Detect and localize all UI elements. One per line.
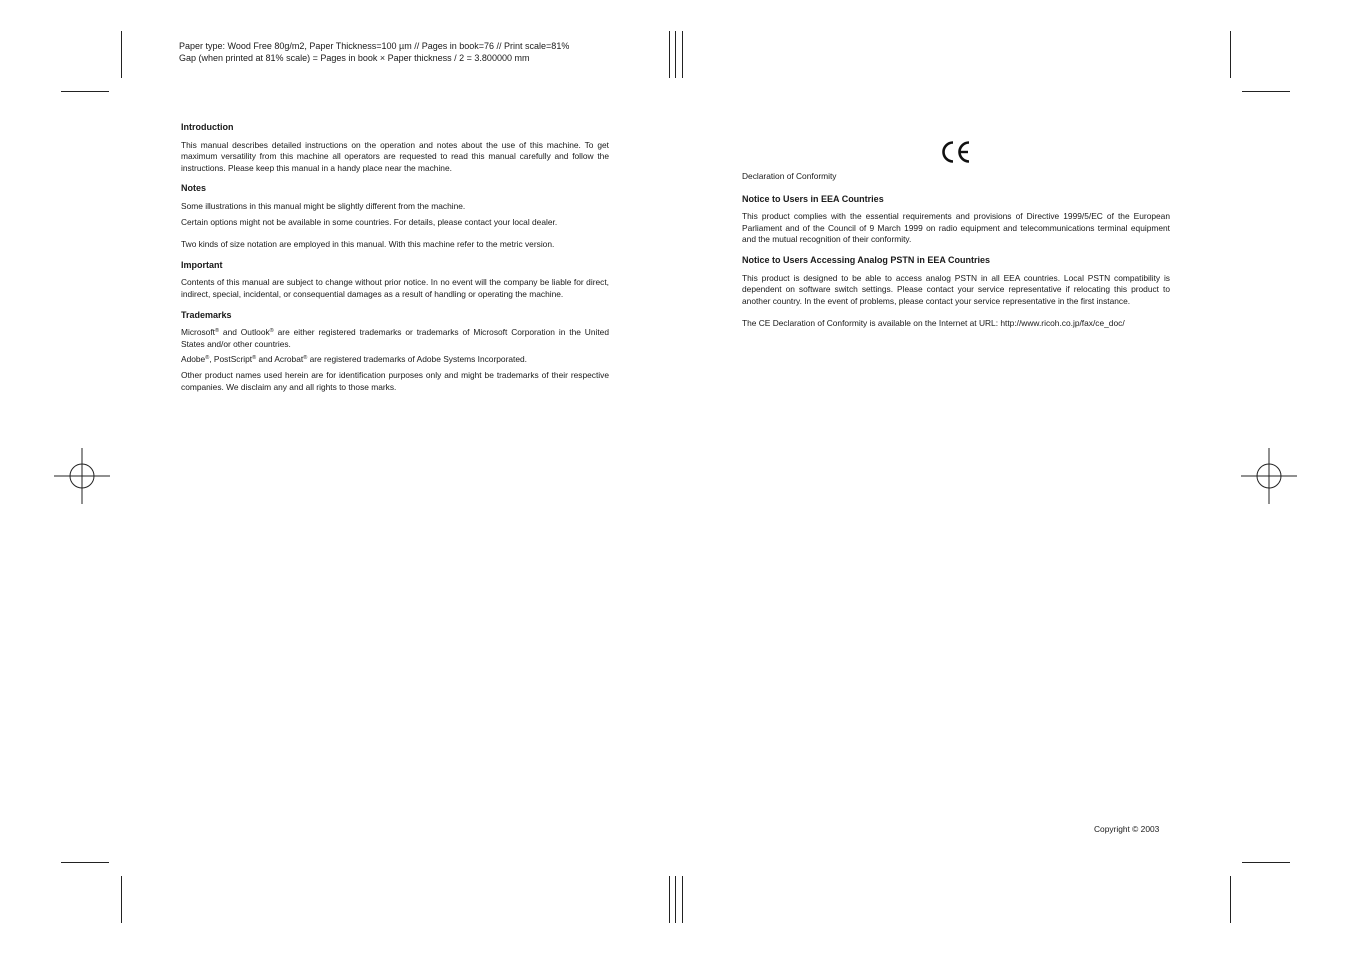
notes-text-1: Some illustrations in this manual might be slightly different from the machine. xyxy=(181,200,466,211)
ce-url-text: The CE Declaration of Conformity is available on the Internet at URL: http://www.ricoh.co.jp/fax/ce_doc/ xyxy=(742,318,1125,329)
left-page-content xyxy=(181,122,609,393)
crop-mark-top-left-vertical xyxy=(121,31,122,78)
eea-heading: Notice to Users in EEA Countries xyxy=(742,193,884,204)
trademarks-heading: Trademarks xyxy=(181,309,232,320)
introduction-heading: Introduction xyxy=(181,122,234,132)
fold-mark-bottom-1 xyxy=(669,876,670,923)
fold-mark-top-2 xyxy=(675,31,676,78)
declaration-label: Declaration of Conformity xyxy=(742,171,837,181)
important-heading: Important xyxy=(181,259,223,270)
print-info xyxy=(179,40,569,64)
registered-mark: ® xyxy=(252,355,257,362)
notes-heading: Notes xyxy=(181,183,207,194)
eea-text: This product complies with the essential requirements and provisions of Directive 1999/5/EC of the European Parliament and of the Council of 9 March 1999 on radio equipment and telecommunications terminal equipment and the mutual recognition of their conformity. xyxy=(742,211,1170,245)
fold-mark-top-3 xyxy=(682,31,683,78)
notes-text-3: Two kinds of size notation are employed in this manual. With this machine refer to the metric version. xyxy=(181,239,555,250)
crop-mark-top-left-horizontal xyxy=(61,91,109,92)
crop-mark-bottom-right-vertical xyxy=(1230,876,1231,923)
pstn-text: This product is designed to be able to access analog PSTN in all EEA countries. Local PSTN compatibility is dependent on software switch settings. Please contact your service representative if relocating this product to another country. In the event of problems, please contact your service representative in the first instance. xyxy=(742,272,1170,306)
fold-mark-bottom-2 xyxy=(675,876,676,923)
trademarks-text-2: Adobe®, PostScript® and Acrobat® are registered trademarks of Adobe Systems Incorporated. xyxy=(181,354,527,365)
right-page-content xyxy=(742,140,1170,330)
registration-mark-left-icon xyxy=(54,448,110,504)
crop-mark-top-right-horizontal xyxy=(1242,91,1290,92)
print-info-line-2: Gap (when printed at 81% scale) = Pages in book × Paper thickness / 2 = 3.800000 mm xyxy=(179,53,530,63)
pstn-heading: Notice to Users Accessing Analog PSTN in EEA Countries xyxy=(742,254,991,265)
crop-mark-bottom-left-vertical xyxy=(121,876,122,923)
notes-text-2: Certain options might not be available in some countries. For details, please contact your local dealer. xyxy=(181,216,558,227)
fold-mark-bottom-3 xyxy=(682,876,683,923)
introduction-text: This manual describes detailed instructions on the operation and notes about the use of this machine. To get maximum versatility from this machine all operators are requested to read this manual carefully and follow the instructions. Please keep this manual in a handy place near the machine. xyxy=(181,139,609,173)
registered-mark: ® xyxy=(269,328,274,335)
registered-mark: ® xyxy=(303,355,308,362)
registered-mark: ® xyxy=(205,355,210,362)
crop-mark-bottom-right-horizontal xyxy=(1242,862,1290,863)
print-info-line-1: Paper type: Wood Free 80g/m2, Paper Thickness=100 µm // Pages in book=76 // Print scale=81% xyxy=(179,41,570,51)
crop-mark-bottom-left-horizontal xyxy=(61,862,109,863)
registration-mark-right-icon xyxy=(1241,448,1297,504)
trademarks-text-3: Other product names used herein are for identification purposes only and might be trademarks of their respective companies. We disclaim any and all rights to those marks. xyxy=(181,369,609,392)
important-text: Contents of this manual are subject to change without prior notice. In no event will the company be liable for direct, indirect, special, incidental, or consequential damages as a result of handling or operating the machine. xyxy=(181,277,609,299)
registered-mark: ® xyxy=(214,328,220,335)
copyright: Copyright © 2003 xyxy=(1094,824,1160,834)
trademarks-text-1: Microsoft® and Outlook® are either registered trademarks or trademarks of Microsoft Corporation in the United States and/or other countries. xyxy=(181,327,609,349)
crop-mark-top-right-vertical xyxy=(1230,31,1231,78)
fold-mark-top-1 xyxy=(669,31,670,78)
